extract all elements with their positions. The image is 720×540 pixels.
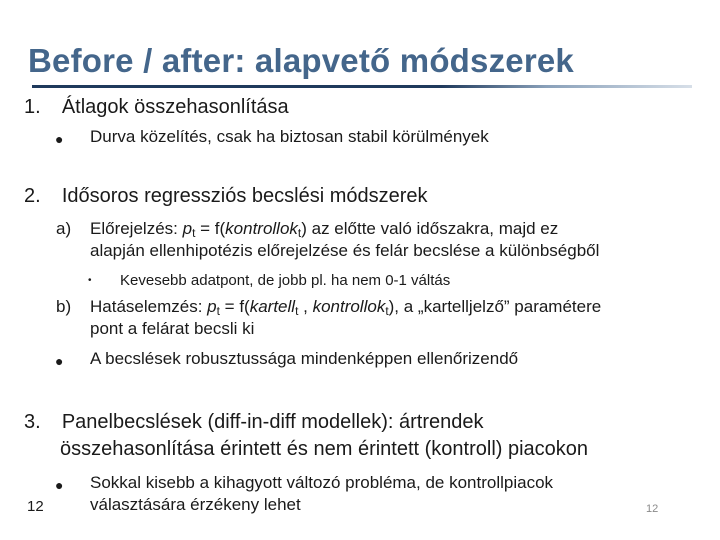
sub-bullet-icon: • bbox=[88, 275, 92, 286]
item-3 bbox=[24, 411, 484, 434]
item-2b-sub-t: t bbox=[216, 304, 220, 318]
item-2a-line1 bbox=[90, 219, 558, 240]
item-3-line1: Panelbecslések (diff-in-diff modellek): ártrendek bbox=[61, 411, 484, 433]
item-2-number: 2. bbox=[24, 185, 41, 207]
slide-title: Before / after: alapvető módszerek bbox=[28, 42, 574, 79]
item-2b-line1 bbox=[90, 297, 601, 318]
item-2b-line2: pont a felárat becsli ki bbox=[90, 319, 255, 338]
item-2a-sub-bullet: Kevesebb adatpont, de jobb pl. ha nem 0-1 váltás bbox=[120, 272, 451, 289]
item-3-line2: összehasonlítása érintett és nem érintett (kontroll) piacokon bbox=[60, 438, 589, 460]
item-2a-kontrollok: kontrollok bbox=[225, 219, 298, 238]
item-2a-rest: ) az előtte való időszakra, majd ez bbox=[301, 219, 559, 238]
item-2b-kontrollok: kontrollok bbox=[312, 297, 386, 316]
item-2b-comma: , bbox=[298, 297, 313, 316]
item-1-bullet: Durva közelítés, csak ha biztosan stabil körülmények bbox=[90, 127, 489, 146]
item-2b-p: p bbox=[207, 297, 217, 316]
item-1 bbox=[24, 96, 289, 119]
item-2 bbox=[24, 185, 428, 208]
item-2b-rest: ), a „kartelljelző” paramétere bbox=[388, 297, 602, 316]
title-underline bbox=[32, 85, 692, 88]
item-2a-sub-t2: t bbox=[297, 226, 302, 240]
item-1-number: 1. bbox=[24, 96, 41, 118]
bullet-icon: ● bbox=[55, 477, 64, 493]
item-2b-prefix: Hatáselemzés: bbox=[90, 297, 208, 316]
item-2-text: Idősoros regressziós becslési módszerek bbox=[61, 185, 428, 207]
item-2-bullet: A becslések robusztussága mindenképpen ellenőrizendő bbox=[90, 349, 519, 368]
bullet-icon: ● bbox=[55, 131, 64, 147]
item-2a-prefix: Előrejelzés: bbox=[90, 219, 183, 238]
item-2a-p: p bbox=[182, 219, 193, 238]
item-2b-sub-t3: t bbox=[385, 304, 389, 318]
item-3-bullet-line2: választására érzékeny lehet bbox=[90, 495, 301, 514]
item-3-number: 3. bbox=[24, 411, 41, 433]
item-2b-sub-t2: t bbox=[295, 304, 299, 318]
item-2b-eq: = f( bbox=[219, 297, 250, 316]
item-2a-eq: = f( bbox=[195, 219, 226, 238]
slide-number-right: 12 bbox=[646, 503, 659, 515]
item-2b-kartell: kartell bbox=[249, 297, 296, 316]
item-2a-label: a) bbox=[56, 219, 72, 238]
bullet-icon: ● bbox=[55, 353, 64, 369]
item-3-bullet-line1: Sokkal kisebb a kihagyott változó probléma, de kontrollpiacok bbox=[90, 473, 554, 492]
item-2b-label: b) bbox=[56, 297, 72, 316]
slide-number-left: 12 bbox=[27, 498, 44, 515]
item-2a-sub-t: t bbox=[192, 226, 196, 240]
item-2a-line2: alapján ellenhipotézis előrejelzése és felár becslése a különbségből bbox=[90, 241, 600, 260]
item-1-text: Átlagok összehasonlítása bbox=[61, 96, 289, 118]
